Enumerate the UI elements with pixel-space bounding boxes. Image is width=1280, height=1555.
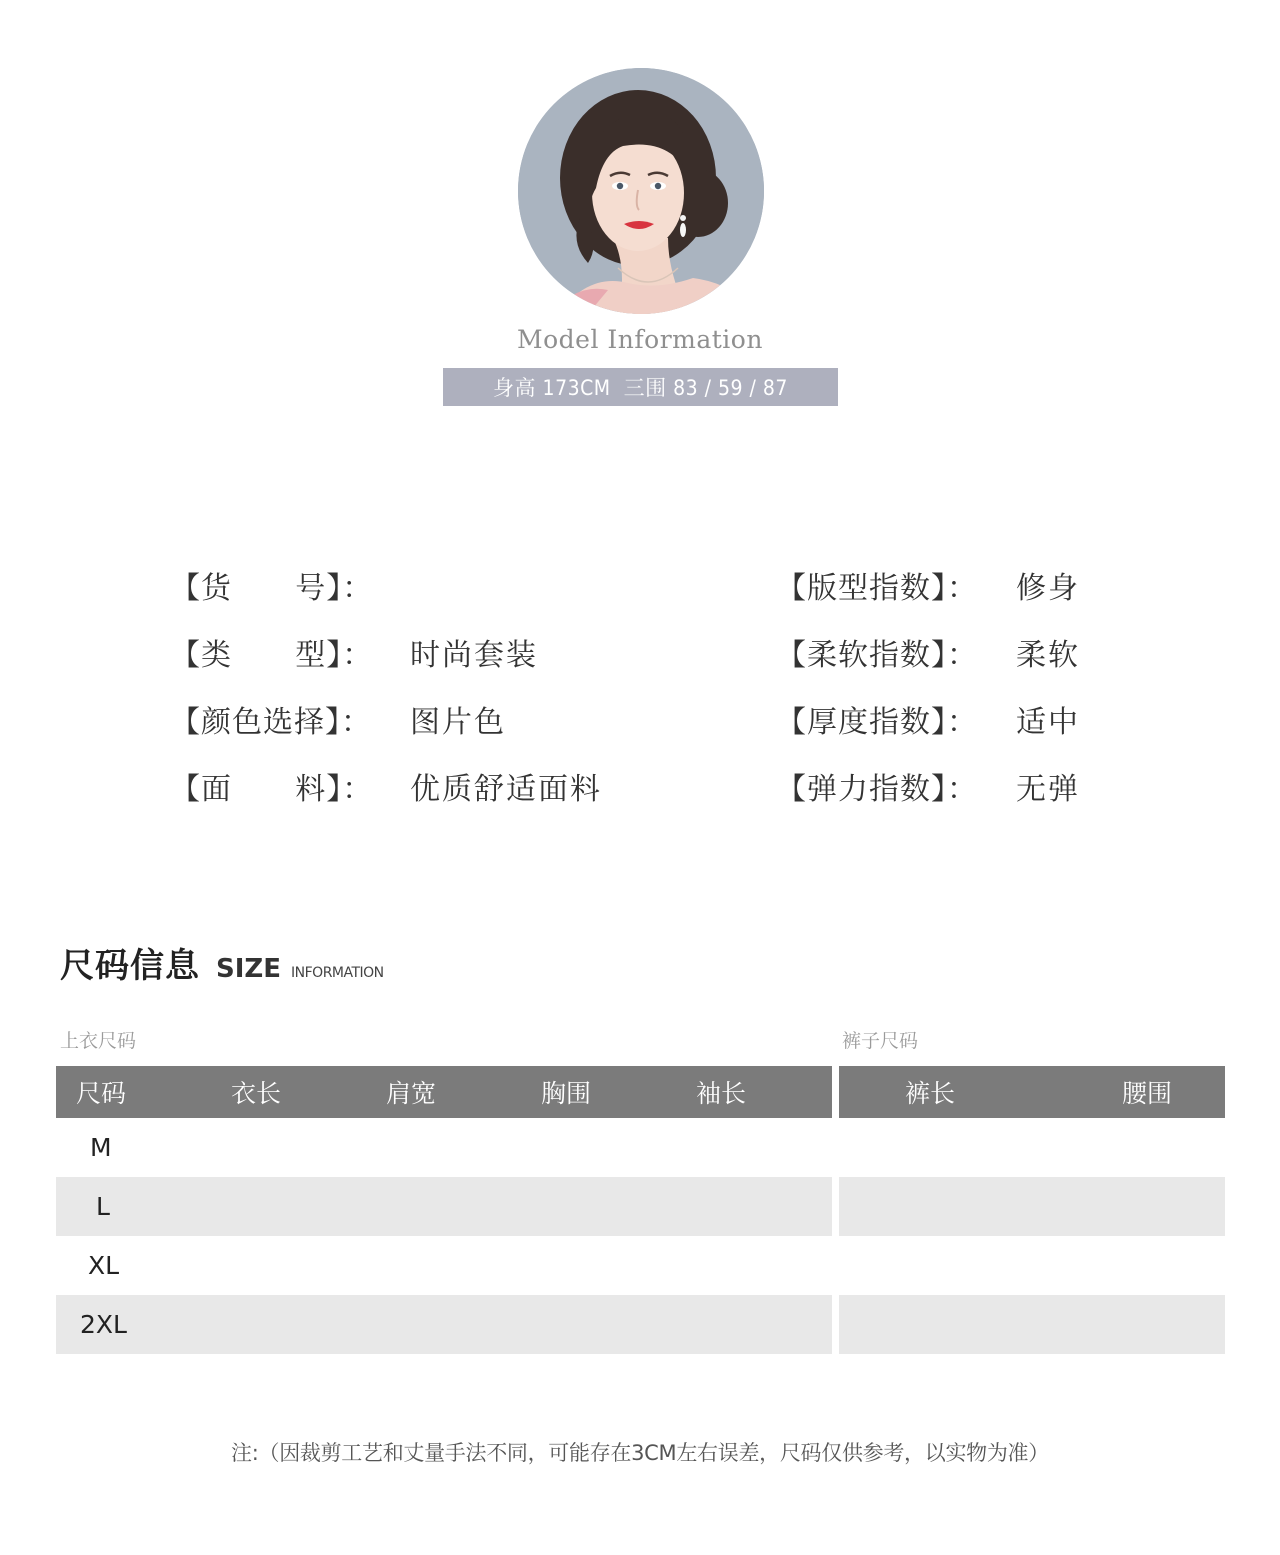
pants-size-table: [839, 1066, 1225, 1354]
attr-row-color: [170, 699, 730, 739]
header-cell-length: 衣长: [211, 1066, 366, 1118]
table-cell: [211, 1295, 366, 1354]
size-heading-cn: 尺码信息: [60, 946, 200, 986]
table-cell: [839, 1118, 1032, 1177]
table-row: [56, 1118, 832, 1177]
attr-label: 【类 型】：: [170, 638, 374, 673]
size-info-heading: [60, 938, 384, 987]
table-row: [839, 1295, 1225, 1354]
model-portrait: [518, 68, 764, 314]
table-header-row: [839, 1066, 1225, 1118]
table-cell: [839, 1295, 1032, 1354]
attr-row-elasticity-index: [776, 766, 1196, 806]
table-row: [839, 1177, 1225, 1236]
product-attributes-left: [170, 565, 730, 806]
table-cell: [366, 1177, 521, 1236]
attr-row-type: [170, 632, 730, 672]
top-size-table: [56, 1066, 832, 1354]
attr-value: 图片色: [410, 705, 506, 740]
table-cell: [1032, 1236, 1225, 1295]
table-cell: [521, 1295, 676, 1354]
table-cell: [366, 1118, 521, 1177]
table-cell: [676, 1295, 832, 1354]
attr-value: 适中: [1016, 705, 1080, 740]
table-cell: [1032, 1295, 1225, 1354]
table-cell: [211, 1177, 366, 1236]
size-heading-en-small: INFORMATION: [291, 965, 384, 981]
table-cell: [521, 1177, 676, 1236]
size-cell: XL: [88, 1251, 120, 1280]
attr-value: 时尚套装: [410, 638, 538, 673]
attr-label: 【货 号】：: [170, 571, 374, 606]
model-measurements-badge: 身高 173CM 三围 83 / 59 / 87: [443, 368, 838, 406]
attr-label: 【颜色选择】：: [170, 705, 372, 740]
top-size-caption: 上衣尺码: [60, 1030, 137, 1052]
attr-value: 无弹: [1016, 772, 1080, 807]
table-cell: [521, 1236, 676, 1295]
table-cell: [676, 1236, 832, 1295]
attr-row-softness-index: [776, 632, 1196, 672]
table-cell: [1032, 1177, 1225, 1236]
table-cell: [366, 1295, 521, 1354]
table-cell: [521, 1118, 676, 1177]
header-cell-bust: 胸围: [521, 1066, 676, 1118]
table-row: [56, 1177, 832, 1236]
size-cell: 2XL: [56, 1295, 211, 1354]
product-attributes-right: [776, 565, 1196, 806]
table-row: [56, 1295, 832, 1354]
attr-label: 【面 料】：: [170, 772, 374, 807]
table-cell: [839, 1236, 1032, 1295]
table-cell: [839, 1177, 1032, 1236]
attr-label: 【版型指数】：: [776, 571, 978, 606]
header-cell-size: 尺码: [56, 1066, 211, 1118]
attr-value: 优质舒适面料: [410, 772, 602, 807]
attr-row-fabric: [170, 766, 730, 806]
pants-size-caption: 裤子尺码: [842, 1030, 919, 1052]
model-info-title: Model Information: [517, 325, 763, 354]
table-cell: [1032, 1118, 1225, 1177]
table-cell: [211, 1118, 366, 1177]
attr-row-fit-index: [776, 565, 1196, 605]
header-cell-shoulder: 肩宽: [366, 1066, 521, 1118]
attr-label: 【厚度指数】：: [776, 705, 978, 740]
attr-value: 柔软: [1016, 638, 1080, 673]
table-row: [56, 1236, 832, 1295]
size-cell: L: [56, 1177, 211, 1236]
table-cell: [211, 1236, 366, 1295]
attr-value: 修身: [1016, 571, 1080, 606]
table-cell: [676, 1177, 832, 1236]
measurement-note: 注:（因裁剪工艺和丈量手法不同，可能存在3CM左右误差，尺码仅供参考，以实物为准）: [231, 1441, 1049, 1465]
header-cell-pants-length: 裤长: [839, 1066, 1032, 1118]
table-row: [839, 1118, 1225, 1177]
table-row: [839, 1236, 1225, 1295]
table-cell: [676, 1118, 832, 1177]
size-heading-en: SIZE: [216, 954, 282, 984]
model-avatar: [518, 68, 764, 314]
attr-row-item-number: [170, 565, 730, 605]
header-cell-sleeve: 袖长: [676, 1066, 832, 1118]
attr-label: 【弹力指数】：: [776, 772, 978, 807]
size-cell: M: [90, 1133, 112, 1162]
header-cell-waist: 腰围: [1032, 1066, 1225, 1118]
attr-row-thickness-index: [776, 699, 1196, 739]
attr-label: 【柔软指数】：: [776, 638, 978, 673]
table-header-row: [56, 1066, 832, 1118]
table-cell: [366, 1236, 521, 1295]
